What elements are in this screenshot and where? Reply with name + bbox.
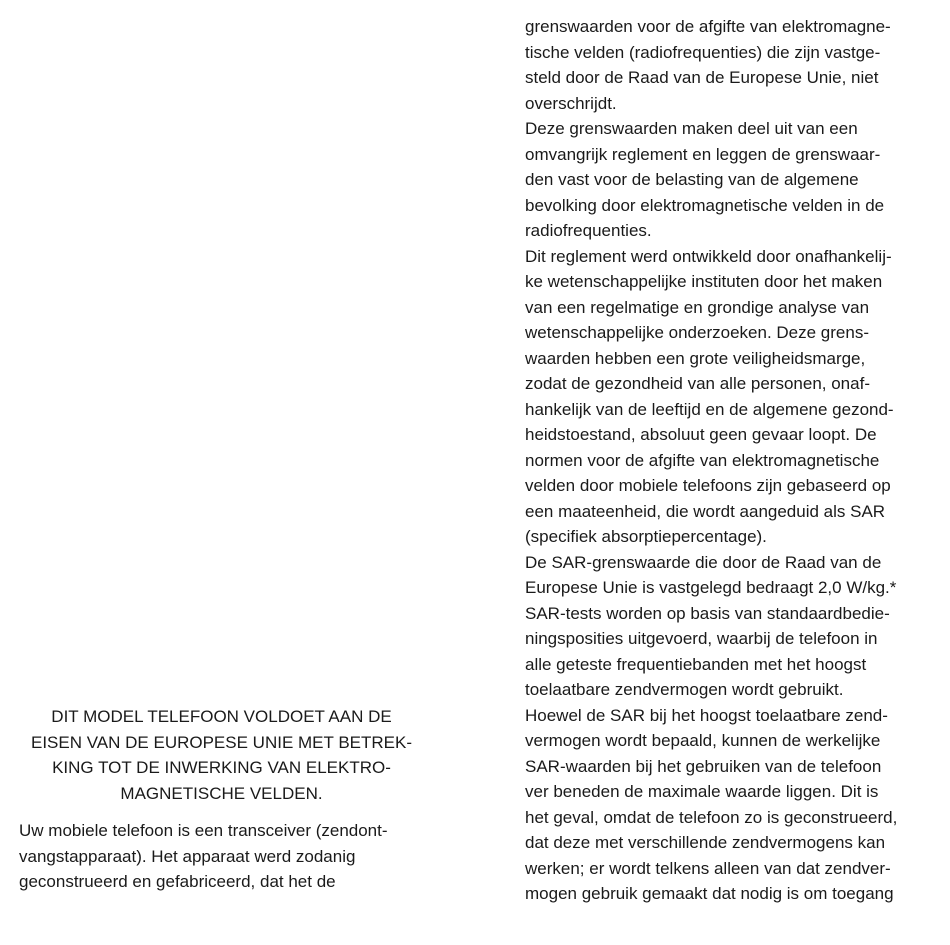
text-line: ningsposities uitgevoerd, waarbij de telefoon in bbox=[525, 629, 878, 648]
intro-paragraph bbox=[19, 818, 439, 895]
text-line: zodat de gezondheid van alle personen, onaf- bbox=[525, 374, 870, 393]
text-line: tische velden (radiofrequenties) die zijn vastge- bbox=[525, 42, 881, 62]
text-line: overschrijdt. bbox=[525, 93, 617, 113]
text-line: den vast voor de belasting van de algemene bbox=[525, 170, 859, 189]
section-heading bbox=[19, 704, 424, 806]
right-column bbox=[525, 14, 940, 907]
text-line: dat deze met verschillende zendvermogens kan bbox=[525, 833, 886, 852]
text-line: wetenschappelijke onderzoeken. Deze grens- bbox=[525, 323, 869, 342]
text-line: toelaatbare zendvermogen wordt gebruikt. bbox=[525, 680, 844, 699]
text-line: omvangrijk reglement en leggen de grenswaar- bbox=[525, 144, 881, 164]
text-line: ver beneden de maximale waarde liggen. Dit is bbox=[525, 782, 879, 801]
text-line: SAR-tests worden op basis van standaardbedie- bbox=[525, 603, 890, 623]
text-line: Dit reglement werd ontwikkeld door onafhankelij- bbox=[525, 246, 892, 266]
text-line: heidstoestand, absoluut geen gevaar loopt. De bbox=[525, 425, 877, 444]
text-line: normen voor de afgifte van elektromagnetische bbox=[525, 450, 880, 470]
text-line: grenswaarden voor de afgifte van elektromagne- bbox=[525, 17, 891, 36]
text-line: het geval, omdat de telefoon zo is geconstrueerd, bbox=[525, 807, 898, 827]
heading-line: MAGNETISCHE VELDEN. bbox=[120, 783, 323, 803]
heading-line: KING TOT DE INWERKING VAN ELEKTRO- bbox=[52, 758, 391, 777]
text-line: Uw mobiele telefoon is een transceiver (zendont- bbox=[19, 821, 388, 840]
text-line: waarden hebben een grote veiligheidsmarge, bbox=[525, 348, 866, 368]
text-line: geconstrueerd en gefabriceerd, dat het de bbox=[19, 872, 336, 891]
text-line: Deze grenswaarden maken deel uit van een bbox=[525, 119, 858, 138]
heading-line: EISEN VAN DE EUROPESE UNIE MET BETREK- bbox=[30, 732, 412, 752]
text-line: werken; er wordt telkens alleen van dat zendver- bbox=[525, 858, 891, 878]
text-line: alle geteste frequentiebanden met het hoogst bbox=[525, 654, 867, 674]
text-line: mogen gebruik gemaakt dat nodig is om toegang bbox=[525, 884, 894, 903]
text-line: steld door de Raad van de Europese Unie, niet bbox=[525, 68, 879, 87]
text-line: Europese Unie is vastgelegd bedraagt 2,0 W/kg.* bbox=[525, 578, 897, 597]
text-line: (specifiek absorptiepercentage). bbox=[525, 527, 767, 546]
left-column bbox=[19, 700, 439, 895]
text-line: velden door mobiele telefoons zijn gebaseerd op bbox=[525, 476, 891, 495]
text-line: SAR-waarden bij het gebruiken van de telefoon bbox=[525, 756, 882, 776]
text-line: Hoewel de SAR bij het hoogst toelaatbare zend- bbox=[525, 705, 888, 725]
text-line: bevolking door elektromagnetische velden in de bbox=[525, 195, 885, 215]
text-line: hankelijk van de leeftijd en de algemene gezond- bbox=[525, 399, 894, 419]
text-line: ke wetenschappelijke instituten door het maken bbox=[525, 272, 883, 291]
text-line: De SAR-grenswaarde die door de Raad van de bbox=[525, 552, 882, 572]
heading-line: DIT MODEL TELEFOON VOLDOET AAN DE bbox=[51, 707, 392, 726]
text-line: van een regelmatige en grondige analyse van bbox=[525, 297, 870, 317]
text-line: radiofrequenties. bbox=[525, 221, 652, 240]
text-line: vangstapparaat). Het apparaat werd zodanig bbox=[19, 846, 356, 866]
text-line: een maateenheid, die wordt aangeduid als SAR bbox=[525, 501, 886, 521]
text-line: vermogen wordt bepaald, kunnen de werkelijke bbox=[525, 731, 881, 750]
